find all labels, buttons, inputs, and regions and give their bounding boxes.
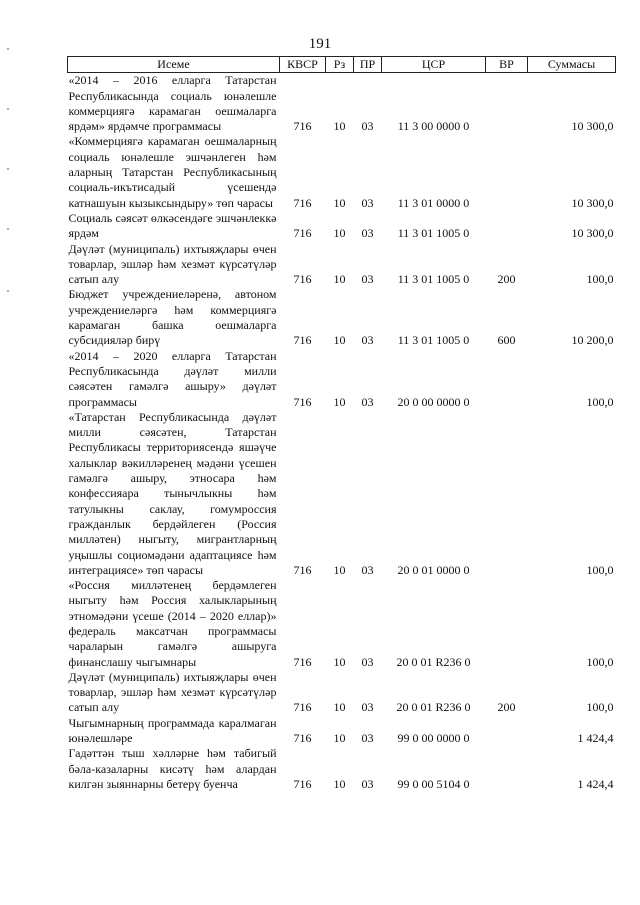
header-kvsr: КВСР xyxy=(280,57,326,73)
cell-vr xyxy=(486,410,528,578)
cell-pr: 03 xyxy=(361,333,374,348)
cell-pr: 03 xyxy=(361,700,374,715)
cell-amount: 100,0 xyxy=(586,700,614,715)
header-name: Исеме xyxy=(68,57,280,73)
cell-rz: 10 xyxy=(333,700,346,715)
cell-kvsr: 716 xyxy=(293,562,312,577)
cell-name: Дәүләт (муниципаль) ихтыяҗлары өчен товарлар, эшләр һәм хезмәт күрсәтүләр сатып алу xyxy=(68,241,277,287)
cell-name: Социаль сәясәт өлкәсендәге эшчәнлеккә ярдәм xyxy=(68,210,277,241)
scan-speck xyxy=(7,168,9,170)
cell-kvsr: 716 xyxy=(293,654,312,669)
cell-pr: 03 xyxy=(361,731,374,746)
cell-kvsr: 716 xyxy=(293,226,312,241)
cell-rz: 10 xyxy=(333,562,346,577)
cell-rz: 10 xyxy=(333,776,346,791)
cell-kvsr: 716 xyxy=(293,333,312,348)
scan-speck xyxy=(7,48,9,50)
table-row xyxy=(68,73,616,135)
cell-rz: 10 xyxy=(333,195,346,210)
cell-pr: 03 xyxy=(361,226,374,241)
scan-speck xyxy=(7,108,9,110)
cell-pr: 03 xyxy=(361,562,374,577)
cell-vr: 200 xyxy=(497,272,516,287)
cell-vr xyxy=(486,73,528,135)
cell-vr xyxy=(486,211,528,242)
cell-amount: 100,0 xyxy=(586,272,614,287)
cell-amount: 1 424,4 xyxy=(577,776,614,791)
header-amount: Суммасы xyxy=(528,57,616,73)
cell-vr: 200 xyxy=(497,700,516,715)
header-vr: ВР xyxy=(486,57,528,73)
cell-kvsr: 716 xyxy=(293,700,312,715)
cell-vr xyxy=(486,716,528,747)
cell-pr: 03 xyxy=(361,394,374,409)
cell-name: «2014 – 2020 елларга Татарстан Республикасында дәүләт милли сәясәтен гамәлгә ашыру» дәүләт программасы xyxy=(68,348,277,409)
cell-kvsr: 716 xyxy=(293,776,312,791)
cell-csr: 20 0 00 0000 0 xyxy=(397,394,470,409)
table-row xyxy=(68,578,616,670)
cell-csr: 11 3 00 0000 0 xyxy=(397,119,470,134)
cell-vr: 600 xyxy=(497,333,516,348)
table-row xyxy=(68,410,616,578)
cell-rz: 10 xyxy=(333,333,346,348)
cell-rz: 10 xyxy=(333,731,346,746)
cell-kvsr: 716 xyxy=(293,119,312,134)
cell-csr: 99 0 00 0000 0 xyxy=(397,731,470,746)
cell-rz: 10 xyxy=(333,394,346,409)
header-rz: Рз xyxy=(326,57,354,73)
cell-kvsr: 716 xyxy=(293,394,312,409)
cell-amount: 10 300,0 xyxy=(571,119,614,134)
cell-amount: 100,0 xyxy=(586,654,614,669)
cell-amount: 1 424,4 xyxy=(577,731,614,746)
cell-name: Чыгымнарның программада каралмаган юнәлешләре xyxy=(68,715,277,746)
header-pr: ПР xyxy=(354,57,382,73)
cell-name: «Россия милләтенең бердәмлеген ныгыту һәм Россия халыкларының этномәдәни үсеше (2014 – 2020 еллар)» федераль максатчан программасы чараларын гамәлгә ашыруга финанслашу чыгымнары xyxy=(68,578,277,669)
cell-amount: 10 300,0 xyxy=(571,195,614,210)
cell-amount: 100,0 xyxy=(586,394,614,409)
cell-pr: 03 xyxy=(361,654,374,669)
page-number: 191 xyxy=(308,36,332,52)
table-header-row xyxy=(68,57,616,73)
cell-name: «Коммерциягә карамаган оешмаларның социаль юнәлешле эшчәнлеген һәм аларның Татарстан Республикасының социаль-икътисадый үсешендә катнашуын кызыксындыру» төп чарасы xyxy=(68,134,277,210)
cell-kvsr: 716 xyxy=(293,195,312,210)
cell-pr: 03 xyxy=(361,119,374,134)
cell-vr xyxy=(486,578,528,670)
cell-vr xyxy=(486,746,528,792)
table-row xyxy=(68,287,616,348)
scan-speck xyxy=(7,290,9,292)
cell-rz: 10 xyxy=(333,119,346,134)
cell-name: Дәүләт (муниципаль) ихтыяҗлары өчен товарлар, эшләр һәм хезмәт күрсәтүләр сатып алу xyxy=(68,669,277,715)
cell-amount: 10 300,0 xyxy=(571,226,614,241)
scan-speck xyxy=(7,228,9,230)
cell-name: Гадәттән тыш хәлләрне һәм табигый бәла-казаларны кисәтү һәм алардан килгән зыяннарны бетерү буенча xyxy=(68,746,277,791)
table-row xyxy=(68,716,616,747)
cell-amount: 10 200,0 xyxy=(571,333,614,348)
cell-csr: 11 3 01 1005 0 xyxy=(397,333,470,348)
cell-csr: 11 3 01 1005 0 xyxy=(397,226,470,241)
cell-name: «2014 – 2016 елларга Татарстан Республикасында социаль юнәлешле коммерциягә карамаган оешмаларга ярдәм» ярдәмче программасы xyxy=(68,73,277,134)
table-row xyxy=(68,242,616,288)
cell-csr: 11 3 01 0000 0 xyxy=(397,195,470,210)
cell-csr: 20 0 01 R236 0 xyxy=(396,700,471,715)
table-row xyxy=(68,670,616,716)
budget-table xyxy=(67,56,616,792)
table-row xyxy=(68,746,616,792)
table-row xyxy=(68,134,616,210)
cell-csr: 99 0 00 5104 0 xyxy=(397,776,470,791)
cell-csr: 20 0 01 R236 0 xyxy=(396,654,471,669)
cell-vr xyxy=(486,349,528,410)
cell-rz: 10 xyxy=(333,654,346,669)
cell-csr: 11 3 01 1005 0 xyxy=(397,272,470,287)
cell-rz: 10 xyxy=(333,272,346,287)
cell-kvsr: 716 xyxy=(293,731,312,746)
table-row xyxy=(68,211,616,242)
cell-csr: 20 0 01 0000 0 xyxy=(397,562,470,577)
table-row xyxy=(68,349,616,410)
cell-pr: 03 xyxy=(361,195,374,210)
cell-amount: 100,0 xyxy=(586,562,614,577)
cell-pr: 03 xyxy=(361,272,374,287)
cell-name: Бюджет учреждениеләренә, автоном учреждениеләргә һәм коммерциягә карамаган башка оешмаларга субсидияләр бирү xyxy=(68,287,277,348)
cell-kvsr: 716 xyxy=(293,272,312,287)
cell-name: «Татарстан Республикасында дәүләт милли сәясәтен, Татарстан Республикасы территориясендә яшәүче халыклар вәкилләренең мәдәни үсешен гамәлгә ашыру, этносара һәм конфессияара тынычлыкны һәм татулыкны саклау, гомумроссия гражданлык бердәйлеген (Россия милләтен) ныгыту, мигрантларның уңышлы социомәдәни адаптациясе һәм интеграциясе» төп чарасы xyxy=(68,409,277,577)
cell-pr: 03 xyxy=(361,776,374,791)
header-csr: ЦСР xyxy=(382,57,486,73)
cell-rz: 10 xyxy=(333,226,346,241)
cell-vr xyxy=(486,134,528,210)
